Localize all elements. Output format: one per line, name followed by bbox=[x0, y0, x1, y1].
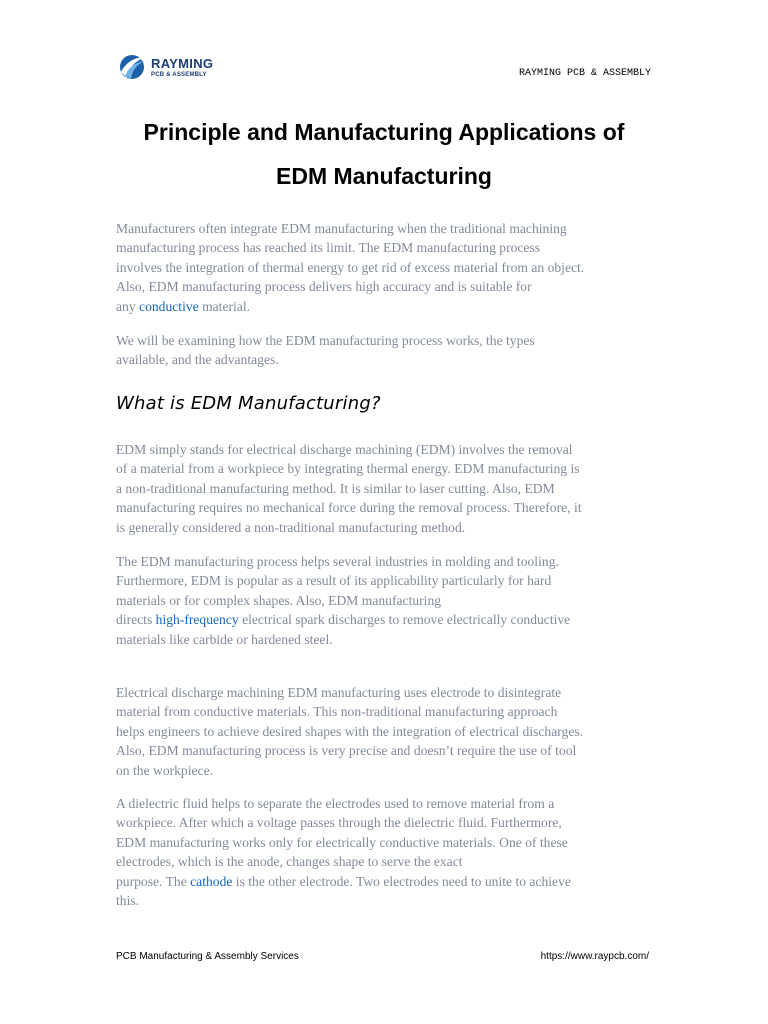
page-title bbox=[100, 110, 668, 198]
overview-paragraph bbox=[116, 331, 656, 370]
electrode-paragraph bbox=[116, 683, 656, 780]
logo-name: RAYMING bbox=[151, 55, 214, 71]
text-line: A dielectric fluid helps to separate the electrodes used to remove material from a bbox=[116, 796, 555, 811]
text-line: We will be examining how the EDM manufacturing process works, the types bbox=[116, 333, 535, 348]
text-line: electrodes, which is the anode, changes shape to serve the exact bbox=[116, 854, 463, 870]
text-line: directs bbox=[116, 612, 156, 628]
text-line: any bbox=[116, 298, 140, 314]
section-heading: What is EDM Manufacturing? bbox=[116, 393, 381, 414]
text-line: manufacturing process has reached its limit. The EDM manufacturing process bbox=[116, 240, 541, 256]
dielectric-paragraph bbox=[116, 794, 656, 910]
text-line: EDM simply stands for electrical discharge machining (EDM) involves the removal bbox=[116, 442, 573, 457]
footer-website-url: https://www.raypcb.com/ bbox=[540, 951, 649, 962]
text-line: electrical spark discharges to remove electrically conductive bbox=[238, 612, 571, 628]
title-line-2: EDM Manufacturing bbox=[276, 163, 492, 189]
text-line: Also, EDM manufacturing process is very precise and doesn’t require the use of tool bbox=[116, 743, 577, 759]
footer-services-text: PCB Manufacturing & Assembly Services bbox=[116, 951, 299, 962]
text-line: material. bbox=[198, 298, 251, 314]
high-frequency-link[interactable]: high-frequency bbox=[155, 612, 239, 628]
text-line: purpose. The bbox=[116, 873, 191, 889]
definition-paragraph bbox=[116, 440, 656, 537]
cathode-link[interactable]: cathode bbox=[190, 873, 233, 889]
title-line-1: Principle and Manufacturing Applications of bbox=[143, 119, 625, 145]
text-line: manufacturing requires no mechanical force during the removal process. Therefore, it bbox=[116, 500, 582, 516]
text-line: materials like carbide or hardened steel. bbox=[116, 631, 333, 647]
text-line: materials or for complex shapes. Also, EDM manufacturing bbox=[116, 592, 442, 608]
logo-text bbox=[151, 57, 213, 78]
text-line: Manufacturers often integrate EDM manufacturing when the traditional machining bbox=[116, 221, 567, 236]
text-line: a non-traditional manufacturing method. It is similar to laser cutting. Also, EDM bbox=[116, 480, 555, 496]
company-logo bbox=[117, 52, 213, 82]
conductive-link[interactable]: conductive bbox=[139, 298, 199, 314]
text-line: available, and the advantages. bbox=[116, 352, 279, 368]
text-line: this. bbox=[116, 893, 140, 909]
text-line: workpiece. After which a voltage passes through the dielectric fluid. Furthermore, bbox=[116, 815, 562, 831]
text-line: involves the integration of thermal energy to get rid of excess material from an object. bbox=[116, 259, 585, 275]
text-line: of a material from a workpiece by integrating thermal energy. EDM manufacturing is bbox=[116, 461, 580, 477]
intro-paragraph bbox=[116, 219, 656, 316]
text-line: helps engineers to achieve desired shapes with the integration of electrical discharges. bbox=[116, 723, 584, 739]
rayming-logo-icon bbox=[117, 52, 147, 82]
text-line: is generally considered a non-traditional manufacturing method. bbox=[116, 519, 466, 535]
text-line: Electrical discharge machining EDM manufacturing uses electrode to disintegrate bbox=[116, 685, 562, 700]
text-line: EDM manufacturing works only for electrically conductive materials. One of these bbox=[116, 834, 568, 850]
text-line: The EDM manufacturing process helps several industries in molding and tooling. bbox=[116, 554, 559, 569]
text-line: on the workpiece. bbox=[116, 762, 214, 778]
industries-paragraph bbox=[116, 552, 656, 649]
text-line: is the other electrode. Two electrodes need to unite to achieve bbox=[232, 873, 571, 889]
text-line: Also, EDM manufacturing process delivers high accuracy and is suitable for bbox=[116, 279, 532, 295]
header-company-name: RAYMING PCB & ASSEMBLY bbox=[518, 68, 651, 79]
text-line: material from conductive materials. This non-traditional manufacturing approach bbox=[116, 704, 558, 720]
logo-subtitle: PCB & ASSEMBLY bbox=[151, 71, 207, 78]
text-line: Furthermore, EDM is popular as a result of its applicability particularly for hard bbox=[116, 573, 552, 589]
